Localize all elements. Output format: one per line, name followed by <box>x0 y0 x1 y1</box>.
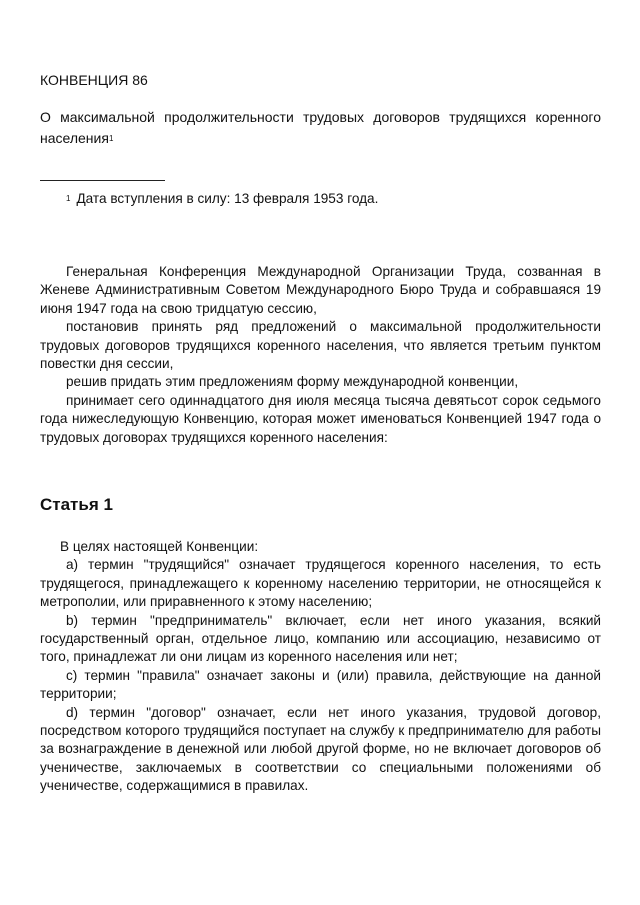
preamble-paragraph: постановив принять ряд предложений о максимальной продолжительности трудовых договоров трудящихся коренного населения, что является третьим пунктом повестки дня сессии, <box>40 319 601 372</box>
footnote-text: Дата вступления в силу: 13 февраля 1953 года. <box>76 191 379 206</box>
footnote-divider <box>40 180 165 181</box>
footnote <box>66 190 566 208</box>
article-item-c: c) термин "правила" означает законы и (или) правила, действующие на данной территории; <box>40 667 601 702</box>
article-body <box>40 538 601 796</box>
article-heading: Статья 1 <box>40 495 113 514</box>
document-subtitle <box>40 107 601 149</box>
article-lead: В целях настоящей Конвенции: <box>60 539 259 554</box>
preamble-paragraph: принимает сего одиннадцатого дня июля месяца тысяча девятьсот сорок седьмого года нижеследующую Конвенцию, которая может именоваться Конвенцией 1947 года о трудовых договорах трудящихся коренного населения: <box>40 392 601 445</box>
subtitle-text: О максимальной продолжительности трудовых договоров трудящихся коренного населения <box>40 109 601 146</box>
preamble-paragraph: решив придать этим предложениям форму международной конвенции, <box>66 374 519 390</box>
preamble <box>40 263 601 447</box>
footnote-reference[interactable]: 1 <box>108 134 114 143</box>
preamble-paragraph: Генеральная Конференция Международной Организации Труда, созванная в Женеве Административным Советом Международного Бюро Труда и собравшаяся 19 июня 1947 года на свою тридцатую сессию, <box>40 264 601 316</box>
document-title: КОНВЕНЦИЯ 86 <box>40 72 148 88</box>
article-item-a: a) термин "трудящийся" означает трудящегося коренного населения, то есть трудящегося, принадлежащего к коренному населению территории, не относящейся к метрополии, или приравненного к этому населению; <box>40 557 601 610</box>
article-item-b: b) термин "предприниматель" включает, если нет иного указания, всякий государственный орган, отдельное лицо, компанию или ассоциацию, независимо от того, принадлежат ли они лицам из коренного населения или нет; <box>40 612 601 665</box>
article-item-d: d) термин "договор" означает, если нет иного указания, трудовой договор, посредством которого трудящийся поступает на службу к предпринимателю для работы за вознаграждение в денежной или любой другой форме, но не включает договоров об ученичестве, заключаемых в соответствии со специальными положениями об ученичестве, содержащимися в правилах. <box>40 704 601 794</box>
footnote-mark: 1 <box>66 194 71 203</box>
